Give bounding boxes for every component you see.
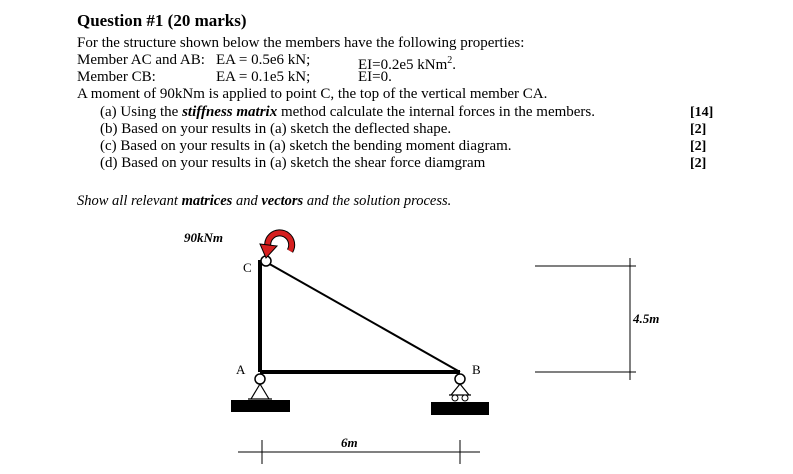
question-title: Question #1 (20 marks)	[77, 11, 247, 30]
member-cb-label: Member CB:	[77, 69, 156, 85]
part-a: (a) Using the stiffness matrix method calculate the internal forces in the members.	[100, 104, 596, 120]
member-ac-ab-label: Member AC and AB:	[77, 52, 205, 68]
marks-a: [14]	[690, 105, 714, 120]
intro-text: For the structure shown below the members have the following properties:	[77, 35, 525, 51]
member-cb	[266, 262, 460, 372]
moment-label: 90kNm	[184, 230, 223, 245]
member-ac-ab-ea: EA = 0.5e6 kN;	[216, 52, 311, 68]
width-label: 6m	[341, 435, 358, 450]
part-b: (b) Based on your results in (a) sketch the deflected shape.	[100, 121, 452, 137]
part-c: (c) Based on your results in (a) sketch the bending moment diagram.	[100, 138, 512, 154]
member-cb-ei: EI=0.	[358, 69, 392, 85]
roller-support-b	[431, 374, 489, 415]
node-a-label: A	[236, 362, 246, 377]
member-ac-ab-ei: EI=0.2e5 kNm$^2$.	[358, 55, 457, 73]
moment-arrow-icon	[260, 233, 292, 258]
member-cb-ea: EA = 0.1e5 kN;	[216, 69, 311, 85]
pin-support-a	[231, 374, 290, 412]
width-dimension	[238, 440, 480, 464]
marks-c: [2]	[690, 139, 707, 154]
marks-d: [2]	[690, 156, 707, 171]
part-d: (d) Based on your results in (a) sketch the shear force diamgram	[100, 155, 486, 171]
show-instructions: Show all relevant matrices and vectors and the solution process.	[77, 193, 452, 209]
node-c-label: C	[243, 260, 252, 275]
moment-text: A moment of 90kNm is applied to point C, the top of the vertical member CA.	[77, 86, 548, 102]
height-label: 4.5m	[633, 311, 660, 326]
marks-b: [2]	[690, 122, 707, 137]
height-dimension	[535, 258, 636, 380]
node-b-label: B	[472, 362, 481, 377]
